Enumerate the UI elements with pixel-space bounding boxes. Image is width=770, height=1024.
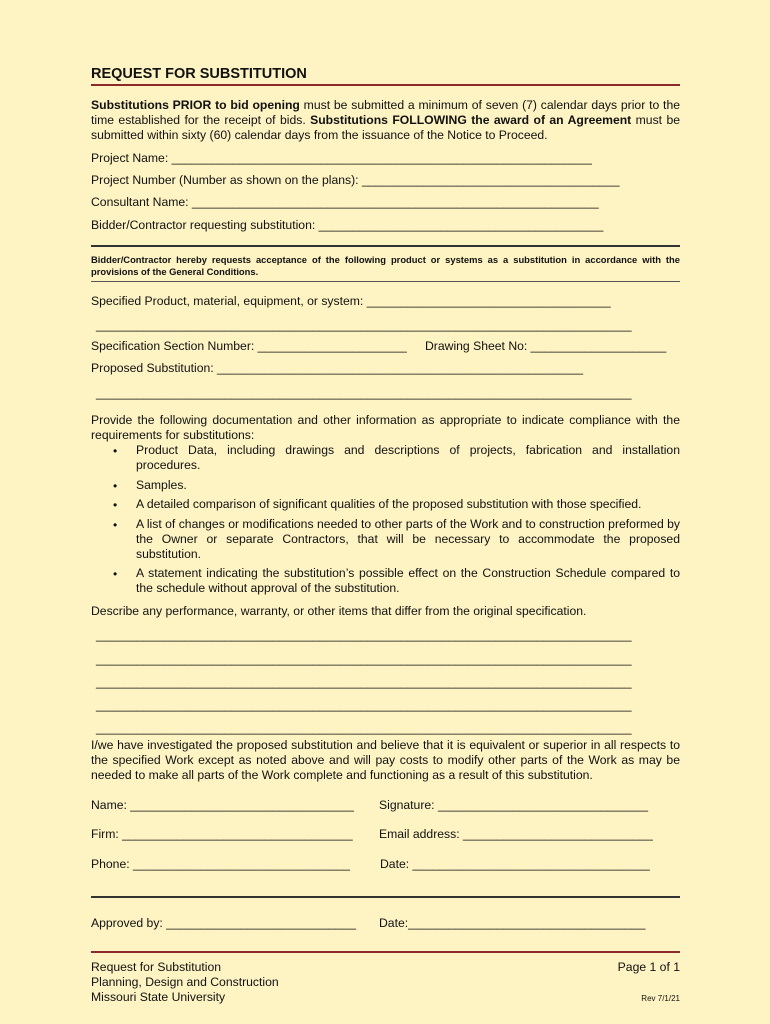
intro-bold-prior: Substitutions PRIOR to bid opening bbox=[91, 98, 300, 112]
describe-line[interactable]: _______________________________________________________________________________ bbox=[96, 628, 632, 642]
describe-line[interactable]: _______________________________________________________________________________ bbox=[96, 675, 632, 689]
doc-item: Product Data, including drawings and descriptions of projects, fabrication and installation procedures. bbox=[136, 443, 680, 472]
date-field[interactable]: Date: ___________________________________ bbox=[380, 857, 650, 871]
page-title: REQUEST FOR SUBSTITUTION bbox=[91, 66, 307, 82]
describe-line[interactable]: _______________________________________________________________________________ bbox=[96, 652, 632, 666]
name-field[interactable]: Name: _________________________________ bbox=[91, 798, 354, 812]
project-number-field[interactable]: Project Number (Number as shown on the plans): ______________________________________ bbox=[91, 173, 620, 187]
bullet-icon: • bbox=[113, 518, 118, 532]
bullet-icon: • bbox=[113, 567, 118, 581]
specified-product-line2[interactable]: _______________________________________________________________________________ bbox=[96, 318, 632, 332]
proposed-substitution-line2[interactable]: _______________________________________________________________________________ bbox=[96, 386, 632, 400]
firm-field[interactable]: Firm: __________________________________ bbox=[91, 827, 353, 841]
specified-product-field[interactable]: Specified Product, material, equipment, or system: ____________________________________ bbox=[91, 294, 611, 308]
bullet-icon: • bbox=[113, 498, 118, 512]
bidder-contractor-field[interactable]: Bidder/Contractor requesting substitution: __________________________________________ bbox=[91, 218, 604, 232]
doc-item: Samples. bbox=[136, 478, 187, 492]
email-field[interactable]: Email address: ____________________________ bbox=[379, 827, 653, 841]
phone-field[interactable]: Phone: ________________________________ bbox=[91, 857, 350, 871]
title-divider bbox=[91, 84, 680, 86]
section-divider-thin bbox=[91, 281, 680, 282]
project-name-field[interactable]: Project Name: ______________________________________________________________ bbox=[91, 151, 592, 165]
intro-text-following: must be submitted within sixty (60) calendar days from the issuance of the Notice to Proceed. bbox=[91, 113, 681, 142]
drawing-sheet-field[interactable]: Drawing Sheet No: ____________________ bbox=[425, 339, 667, 353]
intro-text-prior: must be submitted a minimum of seven (7) calendar days prior to the time established for the receipt of bids. bbox=[91, 98, 681, 127]
footer-form-name: Request for Substitution bbox=[91, 960, 222, 974]
consultant-name-field[interactable]: Consultant Name: ____________________________________________________________ bbox=[91, 195, 599, 209]
footer-department: Planning, Design and Construction bbox=[91, 975, 279, 989]
intro-bold-following: Substitutions FOLLOWING the award of an Agreement bbox=[310, 113, 632, 127]
section-divider bbox=[91, 245, 680, 247]
doc-item: A list of changes or modifications needed to other parts of the Work and to construction preformed by the Owner or separate Contractors, that will be necessary to accommodate the proposed substitution. bbox=[136, 517, 680, 561]
footer-university: Missouri State University bbox=[91, 990, 226, 1004]
describe-line[interactable]: _______________________________________________________________________________ bbox=[96, 721, 632, 735]
certification-paragraph: I/we have investigated the proposed substitution and believe that it is equivalent or superior in all respects to the specified Work except as noted above and will pay costs to modify other parts of the Work as may be needed to make all parts of the Work complete and functioning as a result of this substitution. bbox=[91, 738, 680, 782]
approved-by-field[interactable]: Approved by: ____________________________ bbox=[91, 916, 356, 930]
spec-section-field[interactable]: Specification Section Number: ______________________ bbox=[91, 339, 407, 353]
footer-divider bbox=[91, 951, 680, 953]
proposed-substitution-field[interactable]: Proposed Substitution: ______________________________________________________ bbox=[91, 361, 584, 375]
documentation-intro: Provide the following documentation and other information as appropriate to indicate compliance with the requirements for substitutions: bbox=[91, 413, 680, 442]
bullet-icon: • bbox=[113, 444, 118, 458]
intro-paragraph bbox=[91, 98, 680, 143]
bullet-icon: • bbox=[113, 479, 118, 493]
doc-item: A detailed comparison of significant qualities of the proposed substitution with those specified. bbox=[136, 497, 642, 511]
describe-line[interactable]: _______________________________________________________________________________ bbox=[96, 698, 632, 712]
page-number: Page 1 of 1 bbox=[617, 960, 680, 974]
signature-field[interactable]: Signature: _______________________________ bbox=[379, 798, 649, 812]
doc-item: A statement indicating the substitution’s possible effect on the Construction Schedule compared to the schedule without approval of the substitution. bbox=[136, 566, 680, 595]
describe-label: Describe any performance, warranty, or other items that differ from the original specification. bbox=[91, 604, 587, 618]
request-note: Bidder/Contractor hereby requests acceptance of the following product or systems as a substitution in accordance with the provisions of the General Conditions. bbox=[91, 254, 680, 277]
approved-date-field[interactable]: Date:___________________________________ bbox=[379, 916, 646, 930]
revision-date: Rev 7/1/21 bbox=[641, 994, 680, 1003]
approval-divider bbox=[91, 896, 680, 898]
